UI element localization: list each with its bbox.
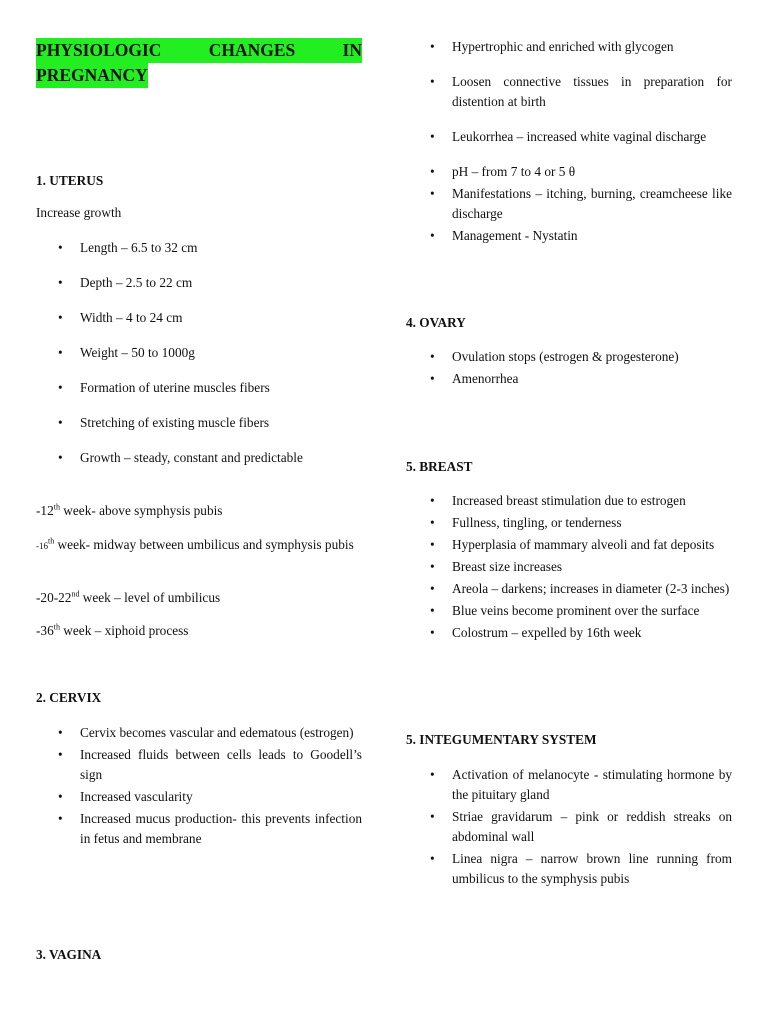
title-word: PHYSIOLOGIC: [36, 38, 161, 63]
list-item: • Weight – 50 to 1000g: [36, 343, 362, 363]
title-line-2: PREGNANCY: [36, 63, 148, 88]
list-item: • Areola – darkens; increases in diameter (2-3 inches): [408, 579, 732, 599]
list-item: • Striae gravidarum – pink or reddish streaks on abdominal wall: [408, 807, 732, 847]
week-16-note: -16th week- midway between umbilicus and symphysis pubis: [36, 536, 354, 552]
list-item: • Hypertrophic and enriched with glycogen: [408, 37, 732, 57]
list-item: • Linea nigra – narrow brown line running from umbilicus to the symphysis pubis: [408, 849, 732, 889]
week-36-note: -36th week – xiphoid process: [36, 622, 189, 638]
vagina-heading: 3. VAGINA: [36, 947, 102, 962]
ovary-list: [408, 347, 732, 389]
list-item: • Leukorrhea – increased white vaginal discharge: [408, 127, 732, 147]
week-20-note: -20-22nd week – level of umbilicus: [36, 589, 221, 605]
page-title: [36, 38, 362, 88]
list-item: • Ovulation stops (estrogen & progesterone): [408, 347, 732, 367]
breast-heading: 5. BREAST: [406, 459, 473, 474]
ovary-heading: 4. OVARY: [406, 315, 466, 330]
list-item: • pH – from 7 to 4 or 5 θ: [408, 162, 732, 182]
breast-list: [408, 491, 732, 643]
cervix-list: [36, 723, 362, 849]
list-item: • Fullness, tingling, or tenderness: [408, 513, 732, 533]
list-item: • Increased vascularity: [36, 787, 362, 807]
week-12-note: -12th week- above symphysis pubis: [36, 502, 223, 518]
uterus-intro: Increase growth: [36, 205, 122, 220]
list-item: • Depth – 2.5 to 22 cm: [36, 273, 362, 293]
list-item: • Length – 6.5 to 32 cm: [36, 238, 362, 258]
list-item: • Activation of melanocyte - stimulating hormone by the pituitary gland: [408, 765, 732, 805]
list-item: • Growth – steady, constant and predictable: [36, 448, 362, 468]
list-item: • Loosen connective tissues in preparation for distention at birth: [408, 72, 732, 112]
list-item: • Cervix becomes vascular and edematous (estrogen): [36, 723, 362, 743]
cervix-heading: 2. CERVIX: [36, 690, 102, 705]
list-item: • Stretching of existing muscle fibers: [36, 413, 362, 433]
list-item: • Breast size increases: [408, 557, 732, 577]
uterus-heading: 1. UTERUS: [36, 173, 104, 188]
list-item: • Blue veins become prominent over the surface: [408, 601, 732, 621]
list-item: • Hyperplasia of mammary alveoli and fat deposits: [408, 535, 732, 555]
title-word: IN: [343, 38, 362, 63]
list-item: • Colostrum – expelled by 16th week: [408, 623, 732, 643]
list-item: • Width – 4 to 24 cm: [36, 308, 362, 328]
integumentary-list: [408, 765, 732, 889]
title-word: CHANGES: [209, 38, 296, 63]
title-line-1: [36, 38, 362, 63]
uterus-list: [36, 238, 362, 468]
list-item: • Increased fluids between cells leads to Goodell’s sign: [36, 745, 362, 785]
list-item: • Manifestations – itching, burning, creamcheese like discharge: [408, 184, 732, 224]
list-item: • Management - Nystatin: [408, 226, 732, 246]
list-item: • Formation of uterine muscles fibers: [36, 378, 362, 398]
list-item: • Increased breast stimulation due to estrogen: [408, 491, 732, 511]
list-item: • Amenorrhea: [408, 369, 732, 389]
list-item: • Increased mucus production- this prevents infection in fetus and membrane: [36, 809, 362, 849]
vagina-list: [408, 37, 732, 246]
integumentary-heading: 5. INTEGUMENTARY SYSTEM: [406, 732, 597, 747]
